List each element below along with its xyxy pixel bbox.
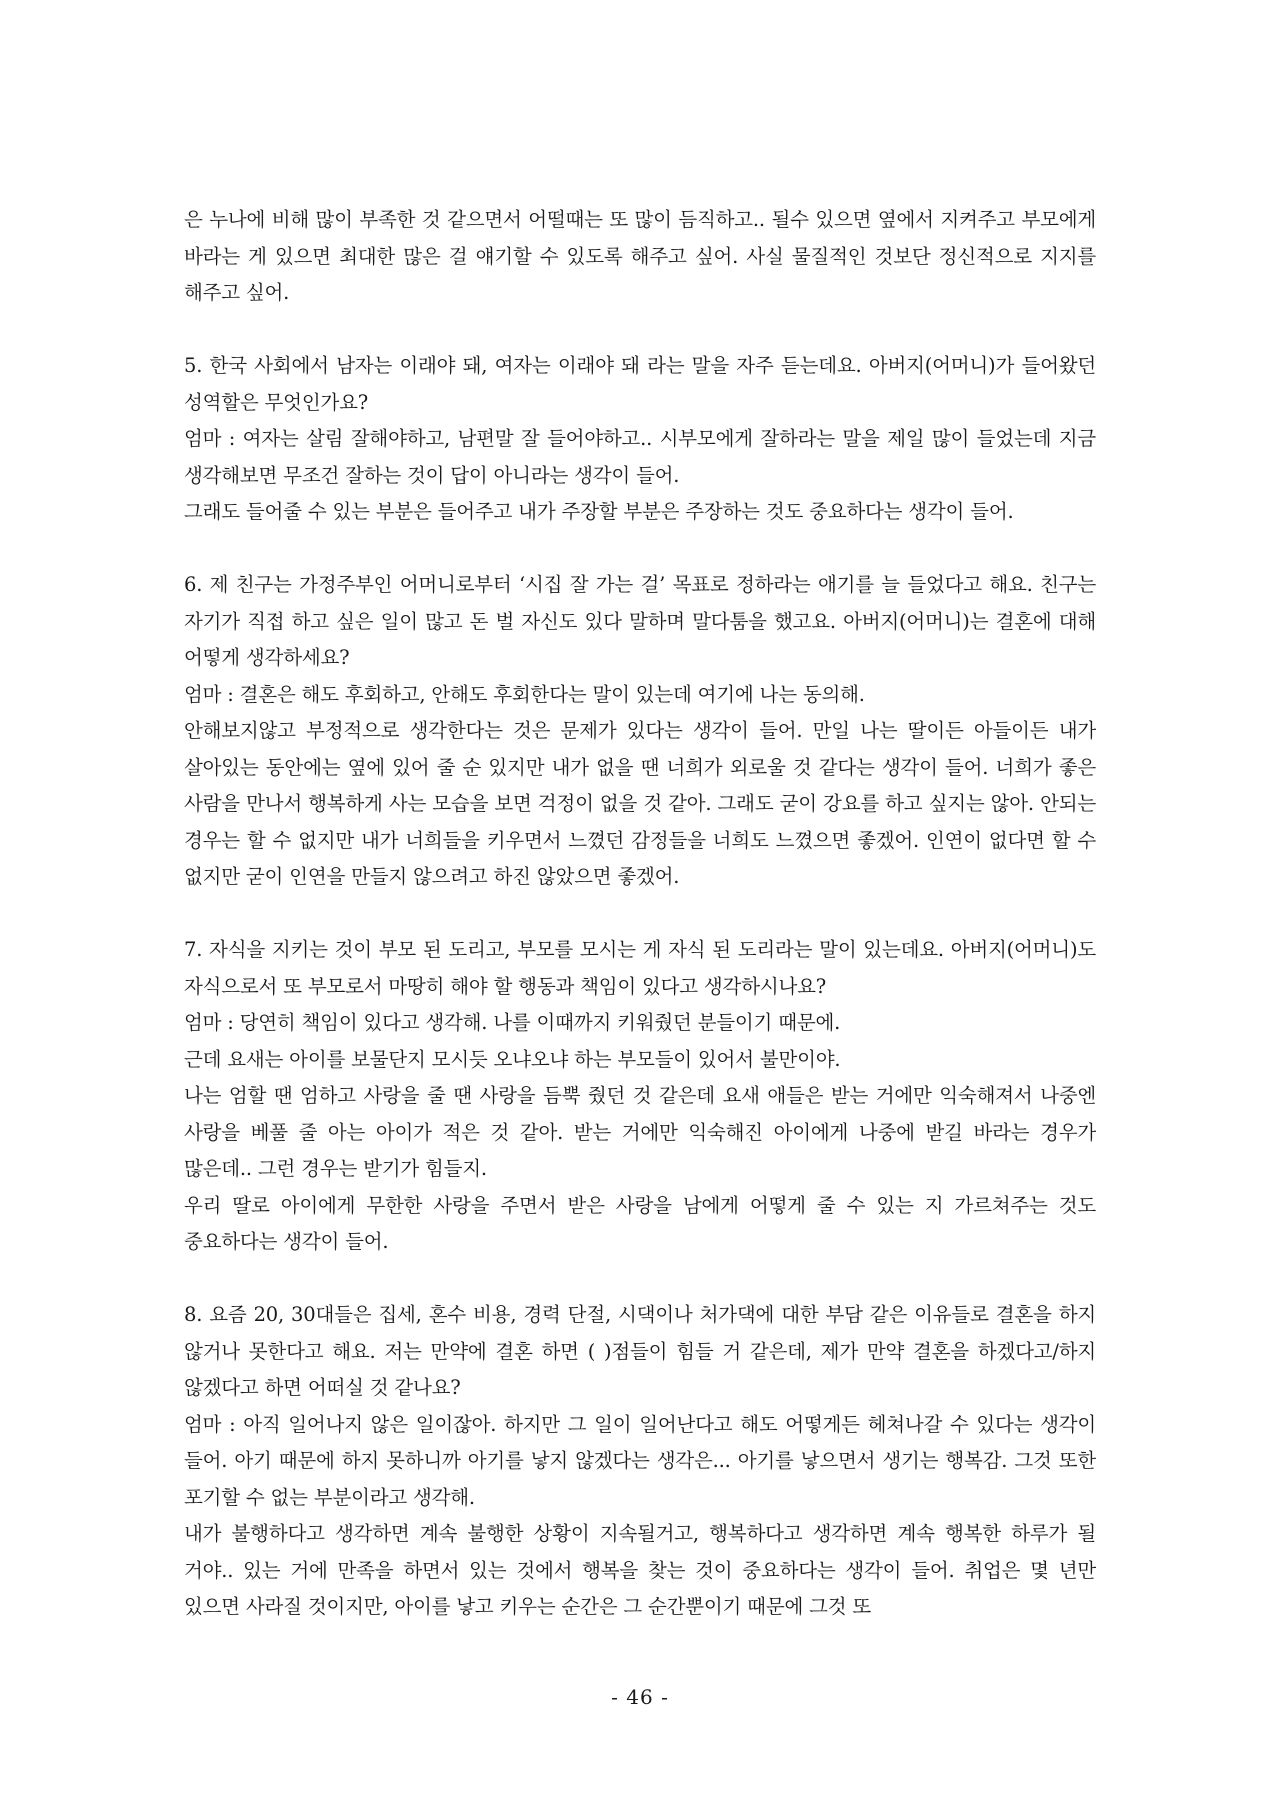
section-question-6 [184,567,1096,896]
answer-text: 엄마 : 결혼은 해도 후회하고, 안해도 후회한다는 말이 있는데 여기에 나는 동의해. [184,682,865,706]
paragraph: 은 누나에 비해 많이 부족한 것 같으면서 어떨때는 또 많이 듬직하고.. 될수 있으면 옆에서 지켜주고 부모에게 바라는 게 있으면 최대한 많은 걸 얘기할 수 있도록 해주고 싶어. 사실 물질적인 것보단 정신적으로 지지를 해주고 싶어. [184,208,1096,304]
answer-text: 나는 엄할 땐 엄하고 사랑을 줄 땐 사랑을 듬뿍 줬던 것 같은데 요새 애들은 받는 거에만 익숙해져서 나중엔 사랑을 베풀 줄 아는 아이가 적은 것 같아. 받는 거에만 익숙해진 아이에게 나중에 받길 바라는 경우가 많은데.. 그런 경우는 받기가 힘들지. [184,1084,1096,1180]
answer-text: 내가 불행하다고 생각하면 계속 불행한 상황이 지속될거고, 행복하다고 생각하면 계속 행복한 하루가 될 거야.. 있는 거에 만족을 하면서 있는 것에서 행복을 찾는 것이 중요하다는 생각이 들어. 취업은 몇 년만 있으면 사라질 것이지만, 아이를 낳고 키우는 순간은 그 순간뿐이기 때문에 그것 또 [184,1522,1096,1618]
answer-text: 엄마 : 여자는 살림 잘해야하고, 남편말 잘 들어야하고.. 시부모에게 잘하라는 말을 제일 많이 들었는데 지금 생각해보면 무조건 잘하는 것이 답이 아니라는 생각이 들어. [184,427,1096,487]
question-text: 5. 한국 사회에서 남자는 이래야 돼, 여자는 이래야 돼 라는 말을 자주 듣는데요. 아버지(어머니)가 들어왔던 성역할은 무엇인가요? [184,354,1096,414]
answer-text: 엄마 : 당연히 책임이 있다고 생각해. 나를 이때까지 키워줬던 분들이기 때문에. [184,1011,841,1034]
section-gap [184,312,1096,349]
section-gap [184,896,1096,933]
answer-text: 근데 요새는 아이를 보물단지 모시듯 오냐오냐 하는 부모들이 있어서 불만이야. [184,1047,841,1071]
page-number: - 46 - [611,1685,669,1709]
question-text: 7. 자식을 지키는 것이 부모 된 도리고, 부모를 모시는 게 자식 된 도리라는 말이 있는데요. 아버지(어머니)도 자식으로서 또 부모로서 마땅히 해야 할 행동과 책임이 있다고 생각하시나요? [184,938,1096,998]
section-gap [184,1261,1096,1298]
section-question-7 [184,932,1096,1261]
section-question-8 [184,1297,1096,1626]
document-body [184,202,1096,1626]
answer-text: 우리 딸로 아이에게 무한한 사랑을 주면서 받은 사랑을 남에게 어떻게 줄 수 있는 지 가르쳐주는 것도 중요하다는 생각이 들어. [184,1193,1096,1253]
answer-text: 그래도 들어줄 수 있는 부분은 들어주고 내가 주장할 부분은 주장하는 것도 중요하다는 생각이 들어. [184,500,1014,523]
section-gap [184,531,1096,568]
section-continuation [184,202,1096,312]
section-question-5 [184,348,1096,531]
question-text: 8. 요즘 20, 30대들은 집세, 혼수 비용, 경력 단절, 시댁이나 처가댁에 대한 부담 같은 이유들로 결혼을 하지 않거나 못한다고 해요. 저는 만약에 결혼 하면 ( )점들이 힘들 거 같은데, 제가 만약 결혼을 하겠다고/하지 않겠다고 하면 어떠실 것 같나요? [184,1303,1096,1399]
answer-text: 엄마 : 아직 일어나지 않은 일이잖아. 하지만 그 일이 일어난다고 해도 어떻게든 헤쳐나갈 수 있다는 생각이 들어. 아기 때문에 하지 못하니까 아기를 낳지 않겠다는 생각은... 아기를 낳으면서 생기는 행복감. 그것 또한 포기할 수 없는 부분이라고 생각해. [184,1412,1096,1509]
question-text: 6. 제 친구는 가정주부인 어머니로부터 ‘시집 잘 가는 걸’ 목표로 정하라는 애기를 늘 들었다고 해요. 친구는 자기가 직접 하고 싶은 일이 많고 돈 벌 자신도 있다 말하며 말다툼을 했고요. 아버지(어머니)는 결혼에 대해 어떻게 생각하세요? [184,573,1096,669]
answer-text: 안해보지않고 부정적으로 생각한다는 것은 문제가 있다는 생각이 들어. 만일 나는 딸이든 아들이든 내가 살아있는 동안에는 옆에 있어 줄 순 있지만 내가 없을 땐 너희가 외로울 것 같다는 생각이 들어. 너희가 좋은 사람을 만나서 행복하게 사는 모습을 보면 걱정이 없을 것 같아. 그래도 굳이 강요를 하고 싶지는 않아. 안되는 경우는 할 수 없지만 내가 너희들을 키우면서 느꼈던 감정들을 너희도 느꼈으면 좋겠어. 인연이 없다면 할 수 없지만 굳이 인연을 만들지 않으려고 하진 않았으면 좋겠어. [184,719,1096,888]
